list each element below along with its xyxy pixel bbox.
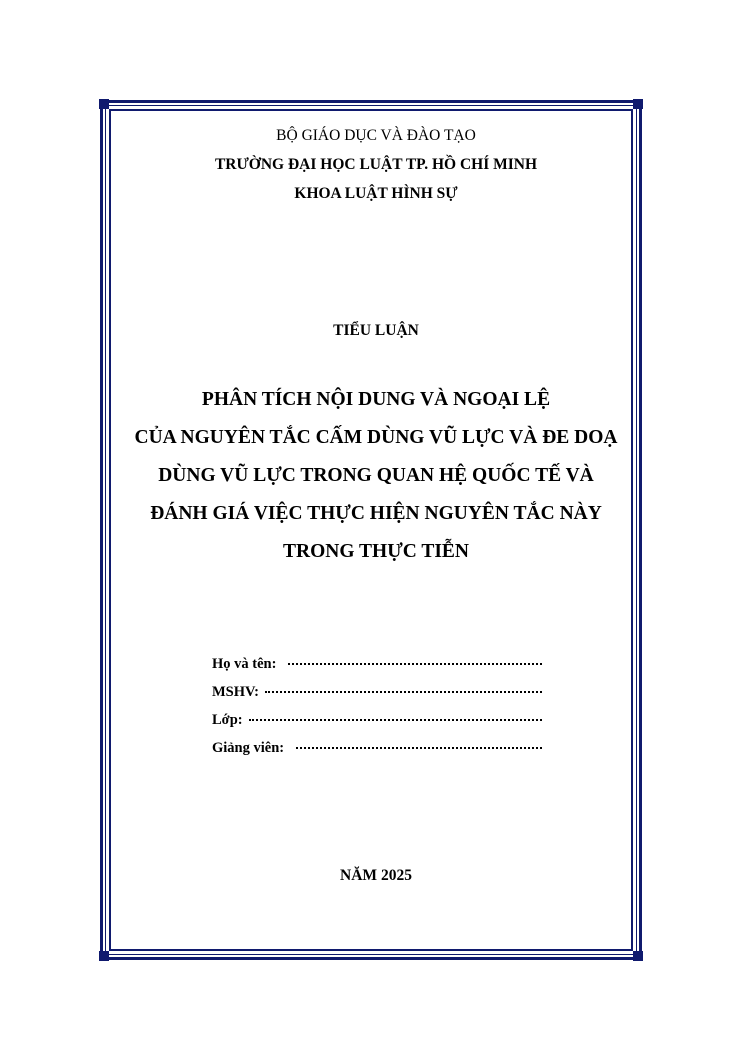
title-line: CỦA NGUYÊN TẮC CẤM DÙNG VŨ LỰC VÀ ĐE DOẠ <box>134 427 618 448</box>
fill-in-line <box>265 691 542 693</box>
field-label: Lớp: <box>212 712 243 728</box>
essay-title <box>109 381 643 571</box>
field-label: MSHV: <box>212 684 259 700</box>
institution-header <box>109 121 643 208</box>
document-type: TIỂU LUẬN <box>333 322 419 339</box>
field-student-id <box>212 678 542 706</box>
student-info-fields <box>212 650 542 762</box>
title-line: PHÂN TÍCH NỘI DUNG VÀ NGOẠI LỆ <box>201 389 551 410</box>
title-line: DÙNG VŨ LỰC TRONG QUAN HỆ QUỐC TẾ VÀ <box>158 465 594 486</box>
field-lecturer <box>212 734 542 762</box>
field-class <box>212 706 542 734</box>
fill-in-line <box>288 663 542 665</box>
corner-top-left <box>99 99 109 109</box>
field-label: Giảng viên: <box>212 740 285 756</box>
corner-top-right <box>633 99 643 109</box>
title-line: TRONG THỰC TIỄN <box>282 541 469 562</box>
field-full-name <box>212 650 542 678</box>
university-name: TRƯỜNG ĐẠI HỌC LUẬT TP. HỒ CHÍ MINH <box>214 156 538 173</box>
faculty-name: KHOA LUẬT HÌNH SỰ <box>294 185 458 202</box>
corner-bottom-right <box>633 951 643 961</box>
field-label: Họ và tên: <box>212 656 277 672</box>
ministry-name: BỘ GIÁO DỤC VÀ ĐÀO TẠO <box>276 127 476 144</box>
title-line: ĐÁNH GIÁ VIỆC THỰC HIỆN NGUYÊN TẮC NÀY <box>150 503 602 524</box>
year-label: NĂM 2025 <box>340 867 412 884</box>
fill-in-line <box>296 747 542 749</box>
corner-bottom-left <box>99 951 109 961</box>
fill-in-line <box>249 719 542 721</box>
